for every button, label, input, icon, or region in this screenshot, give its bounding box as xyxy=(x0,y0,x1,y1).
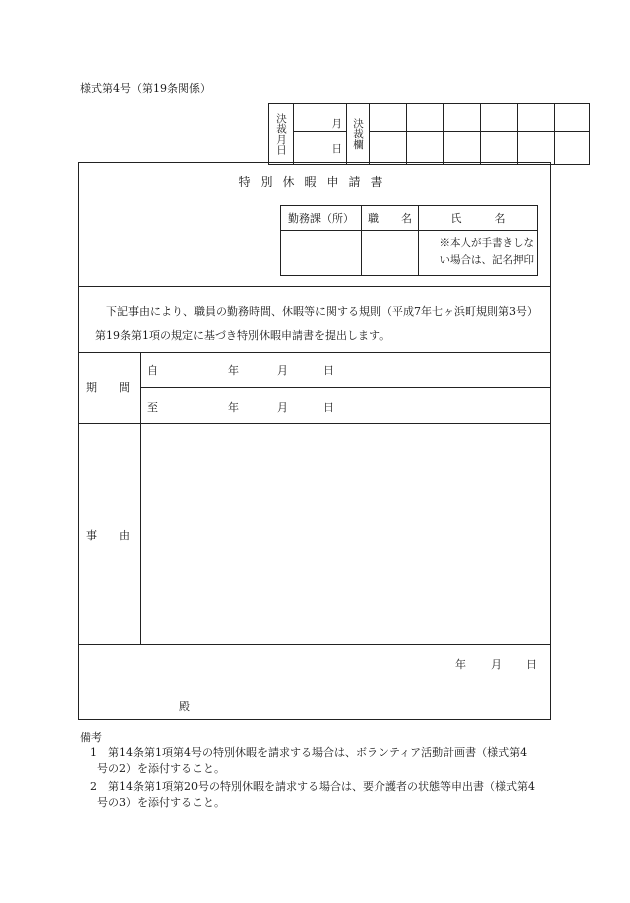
approval-stamp-cell[interactable] xyxy=(481,132,518,165)
note-text: 第14条第1項第20号の特別休暇を請求する場合は、要介護者の状態等申出書（様式第4 xyxy=(108,780,535,793)
period-from-day: 日 xyxy=(323,364,334,377)
approval-day-cell[interactable] xyxy=(294,132,347,165)
addressee-label: 殿 xyxy=(179,700,190,713)
form-number-label: 様式第4号（第19条関係） xyxy=(80,82,211,95)
application-form xyxy=(78,162,551,720)
statement xyxy=(95,300,545,348)
statement-line2: 第19条第1項の規定に基づき特別休暇申請書を提出します。 xyxy=(95,329,391,342)
note-number: 1 xyxy=(90,746,97,759)
reason-label: 事 由 xyxy=(86,529,130,542)
note-continuation: 号の2）を添付すること。 xyxy=(97,762,225,775)
reason-field[interactable] xyxy=(141,424,551,643)
approval-stamp-cell[interactable] xyxy=(444,132,481,165)
note-item xyxy=(90,745,527,761)
date-month: 月 xyxy=(491,658,502,671)
department-header: 勤務課（所） xyxy=(281,206,362,231)
seal-note-line1: ※本人が手書きしな xyxy=(439,237,534,249)
period-to-field[interactable] xyxy=(141,388,551,422)
seal-note-line2: い場合は、記名押印 xyxy=(439,254,534,266)
approval-column-label: 決裁欄 xyxy=(352,118,364,150)
period-to-month: 月 xyxy=(277,401,288,414)
note-item xyxy=(90,779,535,795)
period-from-label: 自 xyxy=(147,364,158,377)
notes-heading: 備考 xyxy=(80,731,102,744)
approval-stamp-cell[interactable] xyxy=(444,104,481,132)
note-continuation: 号の3）を添付すること。 xyxy=(97,796,225,809)
approval-month-label: 月 xyxy=(331,118,342,130)
period-from-month: 月 xyxy=(277,364,288,377)
date-day: 日 xyxy=(526,658,537,671)
approval-column-label-cell xyxy=(347,104,370,165)
name-header: 氏 名 xyxy=(419,206,538,231)
statement-line1: 下記事由により、職員の勤務時間、休暇等に関する規則（平成7年七ヶ浜町規則第3号） xyxy=(106,305,538,318)
document-title: 特別休暇申請書 xyxy=(238,175,393,189)
job-title-header: 職 名 xyxy=(362,206,419,231)
approval-date-label-cell xyxy=(269,104,294,165)
approval-stamp-cell[interactable] xyxy=(518,132,555,165)
approval-stamp-cell[interactable] xyxy=(407,132,444,165)
note-number: 2 xyxy=(90,780,97,793)
period-to-year: 年 xyxy=(228,401,239,414)
note-text: 第14条第1項第4号の特別休暇を請求する場合は、ボランティア活動計画書（様式第4 xyxy=(108,746,528,759)
department-field[interactable] xyxy=(281,231,362,276)
period-from-year: 年 xyxy=(228,364,239,377)
period-to-day: 日 xyxy=(323,401,334,414)
date-year: 年 xyxy=(455,658,466,671)
approval-date-label: 決裁月日 xyxy=(275,113,287,155)
approval-stamp-cell[interactable] xyxy=(518,104,555,132)
approval-stamp-cell[interactable] xyxy=(555,132,590,165)
period-to-label: 至 xyxy=(147,401,158,414)
approval-stamp-cell[interactable] xyxy=(370,104,407,132)
approval-stamp-cell[interactable] xyxy=(370,132,407,165)
approval-stamp-cell[interactable] xyxy=(407,104,444,132)
divider xyxy=(79,644,550,645)
approval-stamp-cell[interactable] xyxy=(555,104,590,132)
divider xyxy=(79,286,550,287)
approval-month-cell[interactable] xyxy=(294,104,347,132)
name-field[interactable] xyxy=(419,231,538,276)
job-title-field[interactable] xyxy=(362,231,419,276)
approval-table xyxy=(268,103,590,165)
approval-stamp-cell[interactable] xyxy=(481,104,518,132)
applicant-table xyxy=(280,205,538,276)
approval-day-label: 日 xyxy=(331,142,342,155)
period-from-field[interactable] xyxy=(141,353,551,387)
period-label: 期 間 xyxy=(86,381,130,394)
